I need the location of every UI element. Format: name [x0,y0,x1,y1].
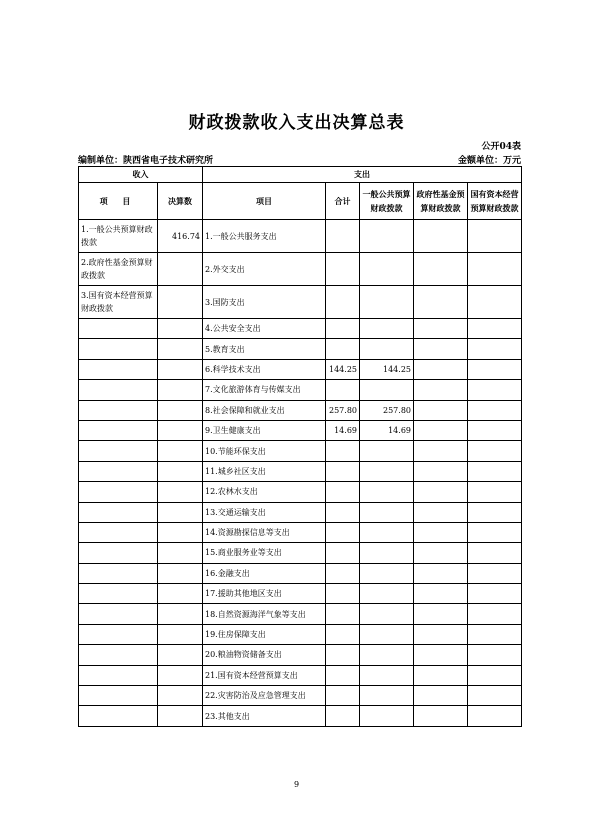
expense-state-capital [468,502,522,522]
expense-gov-fund [414,380,468,400]
table-row [79,502,522,522]
income-item-header: 项 目 [79,183,158,220]
expense-general-budget [360,604,414,624]
income-item-label: 3.国有资本经营预算财政拨款 [79,286,158,319]
expense-total [326,253,360,286]
expense-total [326,380,360,400]
income-amount-empty [158,482,203,502]
header-row-1 [79,167,522,183]
income-item-empty [79,624,158,644]
income-amount-empty [158,543,203,563]
expense-total [326,686,360,706]
expense-state-capital [468,522,522,542]
table-row [79,461,522,481]
income-item-empty [79,563,158,583]
general-budget-header: 一般公共预算财政拨款 [360,183,414,220]
expense-general-budget [360,686,414,706]
expense-gov-fund [414,686,468,706]
expense-item-label: 21.国有资本经营预算支出 [203,665,326,685]
expense-item-label: 12.农林水支出 [203,482,326,502]
income-item-empty [79,339,158,359]
expense-general-budget: 257.80 [360,400,414,420]
expense-item-label: 20.粮油物资储备支出 [203,645,326,665]
expense-gov-fund [414,339,468,359]
expense-item-label: 19.住房保障支出 [203,624,326,644]
expense-general-budget [360,563,414,583]
expense-gov-fund [414,359,468,379]
expense-total [326,624,360,644]
income-amount-empty [158,359,203,379]
expense-item-label: 22.灾害防治及应急管理支出 [203,686,326,706]
income-item-label: 1.一般公共预算财政拨款 [79,220,158,253]
income-item-empty [79,400,158,420]
expense-gov-fund [414,253,468,286]
expense-state-capital [468,706,522,726]
expense-total [326,482,360,502]
income-amount-empty [158,706,203,726]
table-row [79,543,522,563]
expense-item-label: 9.卫生健康支出 [203,420,326,440]
expense-general-budget [360,706,414,726]
table-row [79,604,522,624]
income-amount-empty [158,380,203,400]
page-number: 9 [293,780,300,789]
table-row [79,359,522,379]
income-item-empty [79,604,158,624]
expense-gov-fund [414,645,468,665]
income-item-empty [79,420,158,440]
expense-total [326,461,360,481]
expense-item-label: 13.交通运输支出 [203,502,326,522]
income-amount [158,253,203,286]
expense-gov-fund [414,706,468,726]
expense-state-capital [468,665,522,685]
expense-state-capital [468,482,522,502]
expense-item-label: 7.文化旅游体育与传媒支出 [203,380,326,400]
expense-gov-fund [414,563,468,583]
income-item-empty [79,359,158,379]
expense-item-label: 14.资源勘探信息等支出 [203,522,326,542]
expense-item-label: 2.外交支出 [203,253,326,286]
expense-gov-fund [414,604,468,624]
expense-total [326,543,360,563]
expense-state-capital [468,286,522,319]
expense-gov-fund [414,220,468,253]
income-amount-empty [158,645,203,665]
expense-state-capital [468,645,522,665]
income-amount-empty [158,604,203,624]
income-amount-empty [158,665,203,685]
table-row [79,482,522,502]
expense-gov-fund [414,400,468,420]
income-item-empty [79,645,158,665]
expense-total [326,339,360,359]
expense-total [326,502,360,522]
expense-state-capital [468,543,522,563]
expense-general-budget: 144.25 [360,359,414,379]
expense-total [326,522,360,542]
page-title: 财政拨款收入支出决算总表 [188,113,405,133]
income-amount-empty [158,400,203,420]
expense-gov-fund [414,624,468,644]
gov-fund-header: 政府性基金预算财政拨款 [414,183,468,220]
income-item-empty [79,441,158,461]
expense-gov-fund [414,319,468,339]
expense-general-budget [360,339,414,359]
table-row [79,380,522,400]
income-amount-empty [158,563,203,583]
income-item-empty [79,522,158,542]
expense-state-capital [468,380,522,400]
expense-total [326,563,360,583]
income-item-empty [79,706,158,726]
expense-general-budget [360,441,414,461]
expense-gov-fund [414,482,468,502]
income-amount-empty [158,522,203,542]
expense-state-capital [468,441,522,461]
expense-gov-fund [414,286,468,319]
expense-item-label: 23.其他支出 [203,706,326,726]
expense-state-capital [468,686,522,706]
total-header: 合计 [326,183,360,220]
expense-total: 257.80 [326,400,360,420]
expense-header: 支出 [203,167,522,183]
income-amount-empty [158,319,203,339]
header-row-2 [79,183,522,220]
expense-general-budget [360,482,414,502]
income-amount-empty [158,584,203,604]
expense-total [326,584,360,604]
expense-gov-fund [414,543,468,563]
org-label: 编制单位：陕西省电子技术研究所 [78,156,214,166]
expense-total [326,319,360,339]
expense-total [326,441,360,461]
expense-general-budget [360,502,414,522]
form-number: 公开04表 [481,142,521,152]
expense-item-header: 项目 [203,183,326,220]
table-row [79,706,522,726]
expense-state-capital [468,339,522,359]
table-row [79,563,522,583]
expense-state-capital [468,253,522,286]
income-amount: 416.74 [158,220,203,253]
table-row [79,686,522,706]
table-row [79,441,522,461]
expense-item-label: 18.自然资源海洋气象等支出 [203,604,326,624]
income-amount-empty [158,686,203,706]
unit-label: 金额单位：万元 [457,156,521,166]
expense-general-budget [360,645,414,665]
expense-general-budget [360,665,414,685]
expense-gov-fund [414,461,468,481]
expense-general-budget [360,584,414,604]
expense-gov-fund [414,665,468,685]
expense-state-capital [468,563,522,583]
income-item-label: 2.政府性基金预算财政拨款 [79,253,158,286]
expense-item-label: 1.一般公共服务支出 [203,220,326,253]
expense-state-capital [468,461,522,481]
expense-general-budget [360,220,414,253]
income-item-empty [79,543,158,563]
expense-total [326,665,360,685]
expense-state-capital [468,359,522,379]
income-amount [158,286,203,319]
table-row [79,220,522,253]
expense-total [326,286,360,319]
expense-state-capital [468,220,522,253]
expense-general-budget [360,624,414,644]
expense-general-budget [360,380,414,400]
income-item-empty [79,380,158,400]
expense-state-capital [468,604,522,624]
income-item-empty [79,665,158,685]
table-row [79,645,522,665]
expense-item-label: 11.城乡社区支出 [203,461,326,481]
expense-general-budget [360,461,414,481]
expense-general-budget [360,543,414,563]
income-header: 收入 [79,167,203,183]
table-row [79,584,522,604]
expense-item-label: 15.商业服务业等支出 [203,543,326,563]
expense-state-capital [468,420,522,440]
income-amount-empty [158,420,203,440]
table-row [79,319,522,339]
expense-total: 14.69 [326,420,360,440]
expense-gov-fund [414,441,468,461]
expense-item-label: 8.社会保障和就业支出 [203,400,326,420]
table-row [79,339,522,359]
expense-total [326,604,360,624]
expense-state-capital [468,624,522,644]
table-row [79,420,522,440]
expense-gov-fund [414,584,468,604]
table-row [79,665,522,685]
expense-gov-fund [414,420,468,440]
expense-general-budget [360,286,414,319]
income-item-empty [79,584,158,604]
expense-gov-fund [414,522,468,542]
expense-total [326,220,360,253]
table-row [79,522,522,542]
state-capital-header: 国有资本经营预算财政拨款 [468,183,522,220]
expense-total [326,706,360,726]
expense-item-label: 16.金融支出 [203,563,326,583]
expense-general-budget: 14.69 [360,420,414,440]
expense-item-label: 4.公共安全支出 [203,319,326,339]
expense-item-label: 10.节能环保支出 [203,441,326,461]
income-item-empty [79,502,158,522]
expense-total: 144.25 [326,359,360,379]
income-amount-empty [158,502,203,522]
expense-general-budget [360,522,414,542]
expense-item-label: 3.国防支出 [203,286,326,319]
expense-item-label: 17.援助其他地区支出 [203,584,326,604]
table-row [79,286,522,319]
expense-state-capital [468,400,522,420]
expense-item-label: 6.科学技术支出 [203,359,326,379]
expense-state-capital [468,319,522,339]
income-item-empty [79,461,158,481]
table-row [79,253,522,286]
income-item-empty [79,686,158,706]
expense-general-budget [360,319,414,339]
budget-table [78,166,522,727]
income-amount-empty [158,624,203,644]
income-amount-empty [158,339,203,359]
income-amount-empty [158,461,203,481]
expense-total [326,645,360,665]
expense-gov-fund [414,502,468,522]
final-amount-header: 决算数 [158,183,203,220]
expense-general-budget [360,253,414,286]
expense-state-capital [468,584,522,604]
income-item-empty [79,482,158,502]
income-amount-empty [158,441,203,461]
table-row [79,624,522,644]
expense-item-label: 5.教育支出 [203,339,326,359]
table-row [79,400,522,420]
income-item-empty [79,319,158,339]
